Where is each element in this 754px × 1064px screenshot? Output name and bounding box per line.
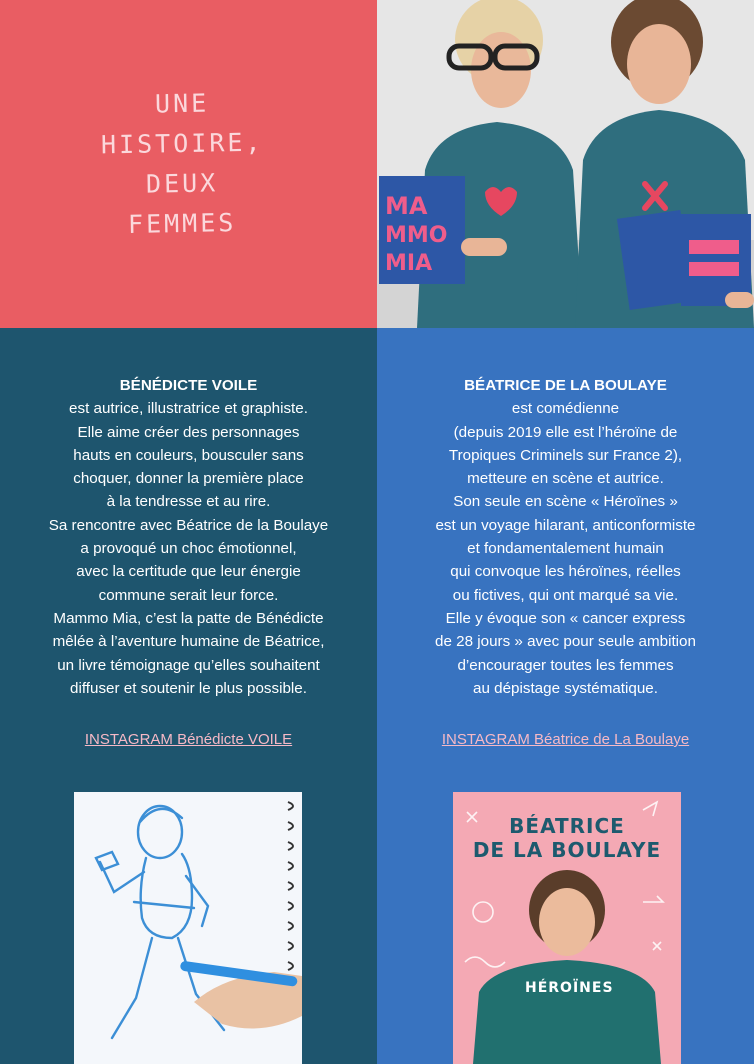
beatrice-bio-line: au dépistage systématique. <box>473 679 658 697</box>
benedicte-bio-line: un livre témoignage qu’elles souhaitent <box>57 656 320 674</box>
book-cover-line-1: MA <box>385 192 428 220</box>
two-women-holding-books-photo <box>377 0 754 328</box>
book-cover-line-2: MMO <box>385 223 448 248</box>
beatrice-bio-line: d’encourager toutes les femmes <box>457 656 674 674</box>
benedicte-bio-line: a provoqué un choc émotionnel, <box>80 540 297 558</box>
show-poster-photo <box>453 792 681 1064</box>
beatrice-bio-line: ou fictives, qui ont marqué sa vie. <box>452 586 679 604</box>
hero-title-line-4: FEMMES <box>128 208 237 239</box>
beatrice-bio-line: Tropiques Criminels sur France 2), <box>448 446 683 464</box>
beatrice-bio-line: qui convoque les héroïnes, réelles <box>450 563 681 581</box>
benedicte-bio-line: diffuser et soutenir le plus possible. <box>70 679 307 697</box>
benedicte-bio-line: Sa rencontre avec Béatrice de la Boulaye <box>48 516 329 534</box>
beatrice-bio-line: de 28 jours » avec pour seule ambition <box>435 633 696 651</box>
sketch-illustration <box>74 792 302 1064</box>
hero-title-block <box>0 0 377 328</box>
instagram-beatrice-link[interactable]: INSTAGRAM Béatrice de La Boulaye <box>441 731 690 748</box>
beatrice-column <box>377 328 754 1064</box>
benedicte-bio-line: choquer, donner la première place <box>73 470 304 488</box>
hero-photo-illustration <box>377 0 754 328</box>
beatrice-bio-line: (depuis 2019 elle est l’héroïne de <box>453 423 678 441</box>
benedicte-bio-line: hauts en couleurs, bousculer sans <box>73 446 304 464</box>
beatrice-bio-line: Son seule en scène « Héroïnes » <box>453 493 678 511</box>
beatrice-bio-line: est un voyage hilarant, anticonformiste <box>435 516 696 534</box>
sketch-drawing-photo <box>74 792 302 1064</box>
beatrice-bio <box>377 374 754 700</box>
beatrice-bio-line: metteure en scène et autrice. <box>467 470 664 488</box>
poster-title-line-2: DE LA BOULAYE <box>472 838 662 862</box>
poster-title <box>453 814 681 862</box>
beatrice-bio-line: est comédienne <box>511 400 620 418</box>
benedicte-bio-line: est autrice, illustratrice et graphiste. <box>69 400 308 418</box>
hero-title-line-1: UNE <box>155 88 210 119</box>
instagram-benedicte-link[interactable]: INSTAGRAM Bénédicte VOILE <box>84 731 293 748</box>
benedicte-bio-line: à la tendresse et au rire. <box>106 493 271 511</box>
beatrice-name: BÉATRICE DE LA BOULAYE <box>464 377 667 394</box>
poster-title-line-1: BÉATRICE <box>509 814 625 838</box>
benedicte-bio-line: commune serait leur force. <box>98 586 279 604</box>
benedicte-name: BÉNÉDICTE VOILE <box>119 377 258 394</box>
benedicte-bio-line: Mammo Mia, c’est la patte de Bénédicte <box>53 609 324 627</box>
hero-title-line-3: DEUX <box>146 168 219 199</box>
beatrice-bio-line: et fondamentalement humain <box>467 540 664 558</box>
book-cover-line-3: MIA <box>385 251 433 276</box>
poster-sweater-text: HÉROÏNES <box>525 980 614 996</box>
benedicte-bio-line: mêlée à l’aventure humaine de Béatrice, <box>52 633 325 651</box>
benedicte-bio <box>0 374 377 700</box>
benedicte-bio-line: avec la certitude que leur énergie <box>76 563 301 581</box>
benedicte-column <box>0 328 377 1064</box>
beatrice-bio-line: Elle y évoque son « cancer express <box>445 609 686 627</box>
benedicte-bio-line: Elle aime créer des personnages <box>77 423 300 441</box>
hero-title-line-2: HISTOIRE, <box>101 127 264 160</box>
